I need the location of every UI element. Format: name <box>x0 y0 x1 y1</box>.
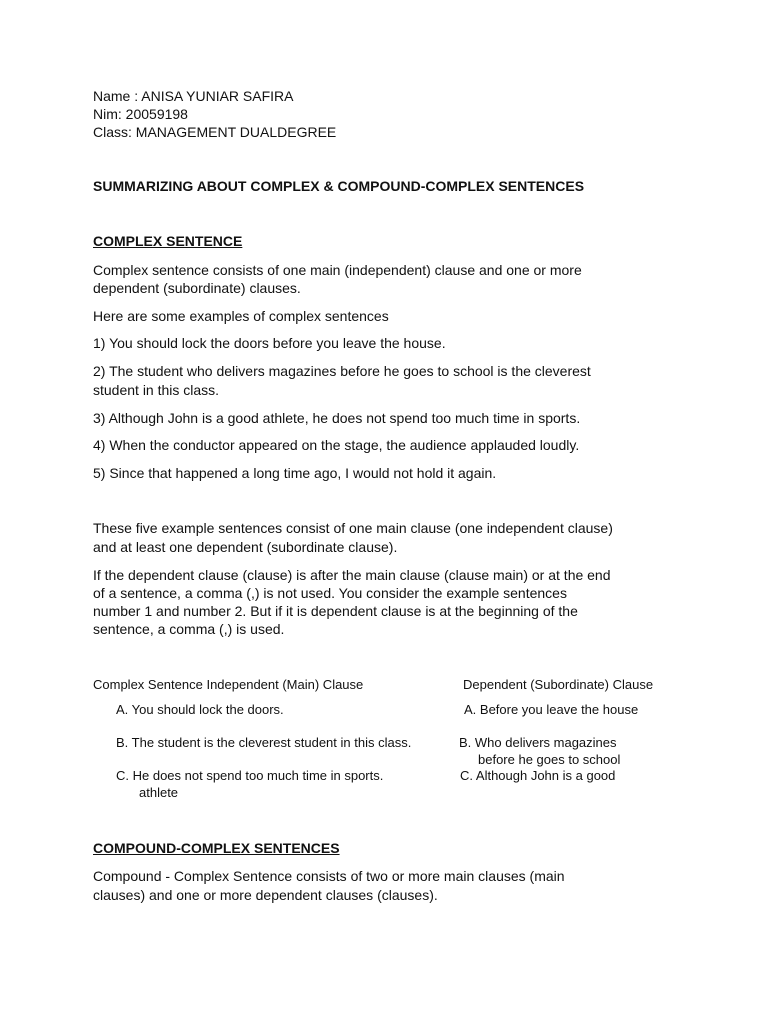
example-1: 1) You should lock the doors before you leave the house. <box>93 335 446 351</box>
name-value: : ANISA YUNIAR SAFIRA <box>134 88 294 104</box>
class-line <box>93 123 336 141</box>
compound-complex-heading: COMPOUND-COMPLEX SENTENCES <box>93 840 340 856</box>
nim-label: Nim <box>93 106 118 122</box>
name-line <box>93 87 294 105</box>
table-row-b-left: B. The student is the cleverest student in this class. <box>116 735 412 750</box>
name-label: Name <box>93 88 131 104</box>
rule-line1: If the dependent clause (clause) is after the main clause (clause main) or at the end <box>93 567 611 583</box>
compound-complex-definition-line1: Compound - Complex Sentence consists of two or more main clauses (main <box>93 868 565 884</box>
rule-line3: number 1 and number 2. But if it is dependent clause is at the beginning of the <box>93 603 578 619</box>
summary-line2: and at least one dependent (subordinate clause). <box>93 539 398 555</box>
rule-line4: sentence, a comma (,) is used. <box>93 621 285 637</box>
document-title: SUMMARIZING ABOUT COMPLEX & COMPOUND-COMPLEX SENTENCES <box>93 178 585 194</box>
table-row-b-right-line1: B. Who delivers magazines <box>459 735 617 750</box>
nim-value: : 20059198 <box>117 106 188 122</box>
complex-definition-line2: dependent (subordinate) clauses. <box>93 280 301 296</box>
example-3: 3) Although John is a good athlete, he does not spend too much time in sports. <box>93 410 581 426</box>
complex-definition-line1: Complex sentence consists of one main (independent) clause and one or more <box>93 262 582 278</box>
table-row-b-right-line2: before he goes to school <box>478 752 621 767</box>
complex-heading: COMPLEX SENTENCE <box>93 233 243 249</box>
examples-intro: Here are some examples of complex sentences <box>93 308 389 324</box>
table-row-c-left-line1: C. He does not spend too much time in sports. <box>116 768 384 783</box>
class-value: : MANAGEMENT DUALDEGREE <box>128 124 337 140</box>
rule-line2: of a sentence, a comma (,) is not used. You consider the example sentences <box>93 585 567 601</box>
compound-complex-definition-line2: clauses) and one or more dependent clauses (clauses). <box>93 887 438 903</box>
example-2-line1: 2) The student who delivers magazines before he goes to school is the cleverest <box>93 363 591 379</box>
summary-line1: These five example sentences consist of one main clause (one independent clause) <box>93 520 613 536</box>
table-row-a-right: A. Before you leave the house <box>464 702 639 717</box>
table-col1-header: Complex Sentence Independent (Main) Clause <box>93 677 364 692</box>
table-col2-header: Dependent (Subordinate) Clause <box>463 677 654 692</box>
nim-line <box>93 105 188 123</box>
example-2-line2: student in this class. <box>93 382 220 398</box>
example-4: 4) When the conductor appeared on the stage, the audience applauded loudly. <box>93 437 580 453</box>
table-row-c-right: C. Although John is a good <box>460 768 616 783</box>
table-row-c-left-line2: athlete <box>139 785 179 800</box>
class-label: Class <box>93 124 129 140</box>
table-row-a-left: A. You should lock the doors. <box>116 702 284 717</box>
example-5: 5) Since that happened a long time ago, I would not hold it again. <box>93 465 497 481</box>
